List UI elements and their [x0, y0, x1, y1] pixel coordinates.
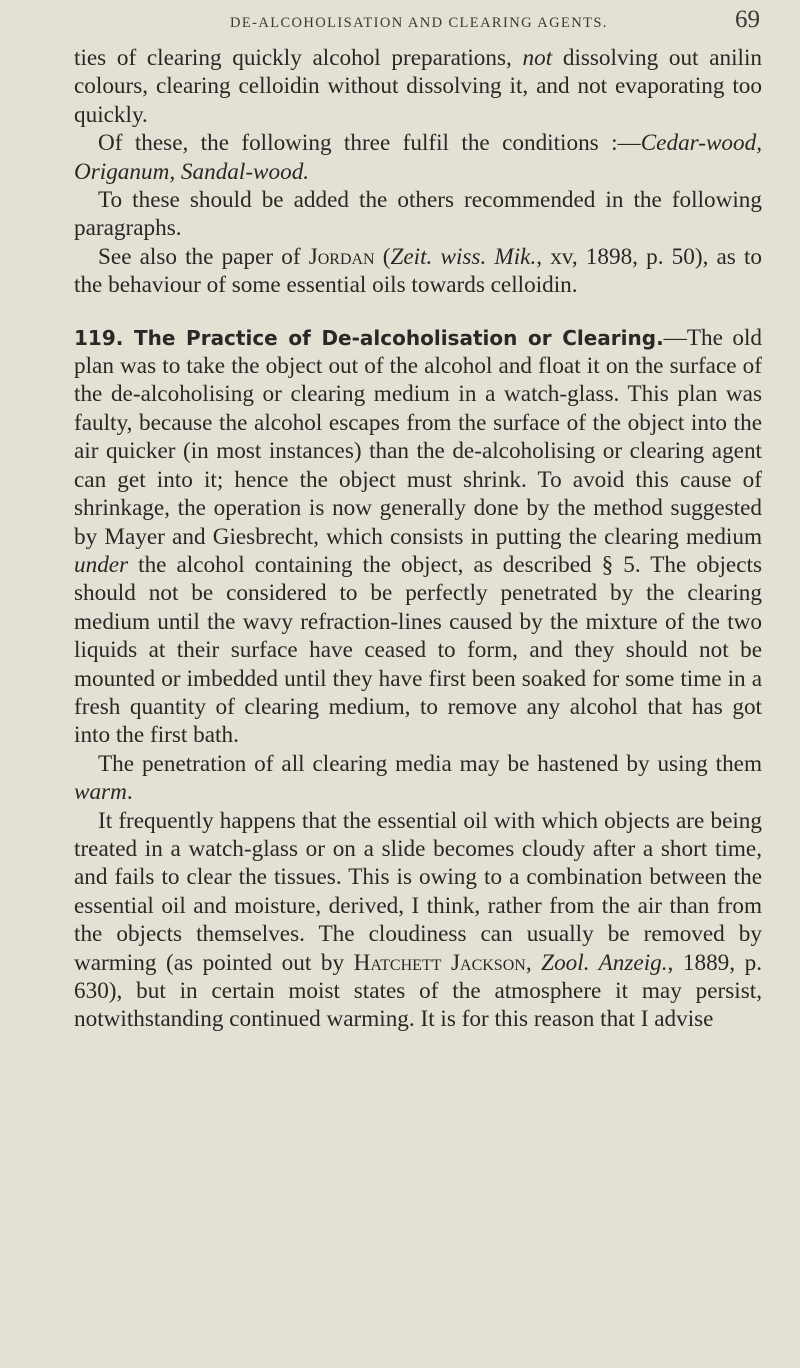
running-head	[230, 2, 760, 38]
paragraph-7	[74, 807, 762, 1034]
p7-text-c: ,	[525, 949, 542, 976]
p5-text-c: the alcohol containing the object, as described § 5. The objects should not be considered to be perfectly penetrated by the clearing medium until the wavy refraction-lines caused by the mixture of the two liquids at their surface have ceased to form, and they should not be mounted or imbedded until they have first been soaked for some time in a fresh quantity of clearing medium, to remove any alcohol that has got into the first bath.	[74, 551, 762, 749]
p6-text-a: The penetration of all clearing media may be hastened by using them	[98, 750, 762, 777]
page-number: 69	[735, 6, 760, 33]
p4-author: Jordan	[308, 243, 375, 270]
paragraph-3	[74, 186, 762, 243]
p7-author: Hatchett Jackson	[353, 949, 526, 976]
paragraph-section-119	[74, 324, 762, 750]
paragraph-6	[74, 750, 762, 807]
p6-text-c: .	[126, 779, 133, 806]
running-title: DE-ALCOHOLISATION AND CLEARING AGENTS.	[230, 15, 608, 31]
p4-text-c: (	[374, 243, 391, 270]
p5-text-a: —The old plan was to take the object out of the alcohol and float it on the surface of the de-alcoholising or clearing medium in a watch-glass. This plan was faulty, because the alcohol escapes from the surface of the object into the air quicker (in most instances) than the de-alcoholising or clearing agent can get into it; hence the object must shrink. To avoid this cause of shrinkage, the operation is now generally done by the method suggested by Mayer and Giesbrecht, which consists in putting the clearing medium	[74, 324, 762, 550]
section-heading: 119. The Practice of De-alcoholisation or Clearing.	[74, 325, 664, 350]
paragraph-2	[74, 129, 762, 186]
p1-text-a: ties of clearing quickly alcohol preparations,	[74, 45, 523, 71]
p5-emphasis: under	[74, 551, 129, 578]
p7-journal: Zool. Anzeig.	[541, 949, 668, 976]
p2-text-a: Of these, the following three fulfil the conditions :—	[98, 130, 641, 157]
p4-text-a: See also the paper of	[98, 243, 309, 270]
body-text	[74, 44, 762, 1034]
paragraph-4	[74, 243, 762, 300]
p3-text: To these should be added the others recommended in the following paragraphs.	[74, 187, 762, 242]
p1-text-c: dissolving out anilin colours, clearing celloidin without dissolving it, and not evaporating too quickly.	[74, 45, 762, 128]
p4-journal: Zeit. wiss. Mik.	[390, 243, 537, 270]
p6-emphasis: warm	[74, 779, 127, 806]
p4-text-e: , xv, 1898, p. 50), as to the behaviour of some essential oils towards celloidin.	[74, 243, 763, 299]
paragraph-1	[74, 44, 762, 129]
p7-text-a: It frequently happens that the essential oil with which objects are being treated in a watch-glass or on a slide becomes cloudy after a short time, and fails to clear the tissues. This is owing to a combination between the essential oil and moisture, derived, I think, rather from the air than from the objects themselves. The cloudiness can usually be removed by warming (as pointed out by	[74, 807, 762, 976]
p1-emphasis: not	[522, 45, 553, 71]
p2-clearing-agents: Cedar-wood, Origanum, Sandal-wood.	[74, 130, 762, 185]
p7-text-e: , 1889, p. 630), but in certain moist states of the atmosphere it may persist, notwithstanding continued warming. It is for this reason that I advise	[74, 949, 763, 1033]
